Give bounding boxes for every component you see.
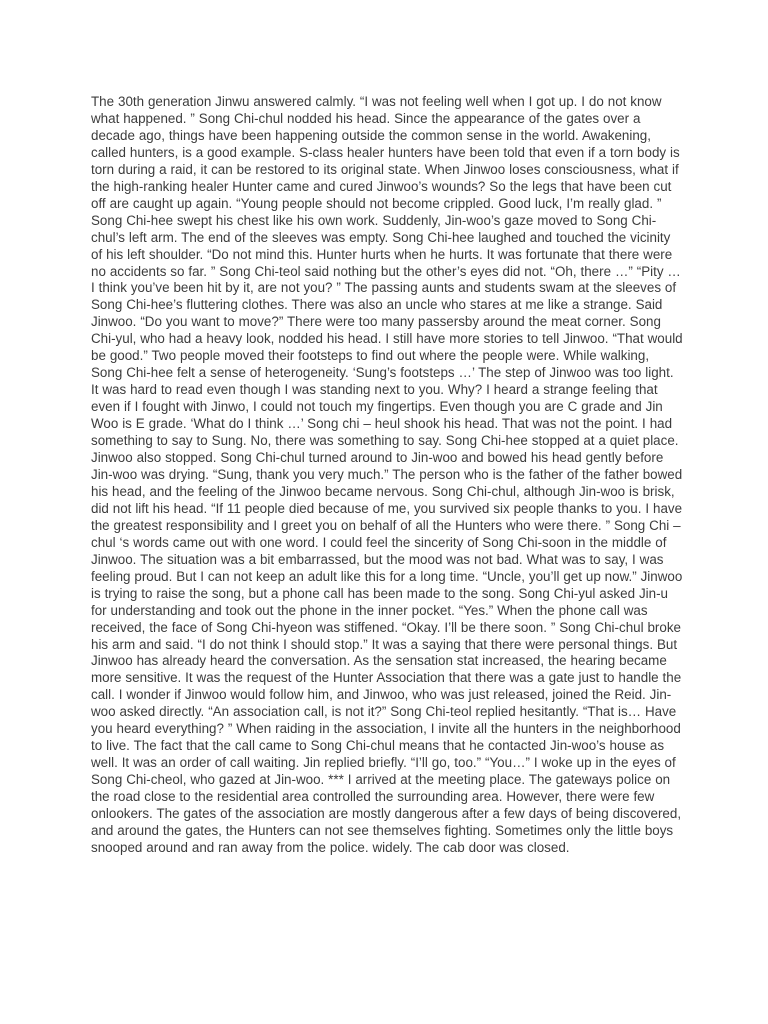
body-paragraph: The 30th generation Jinwu answered calmly. “I was not feeling well when I got up. I do not know what happened. ” Song Chi-chul nodded his head. Since the appearance of the gates over a decade ago, things have been happening outside the common sense in the world. Awakening, called hunters, is a good example. S-class healer hunters have been told that even if a torn body is torn during a raid, it can be restored to its original state. When Jinwoo loses consciousness, what if the high-ranking healer Hunter came and cured Jinwoo’s wounds? So the legs that have been cut off are caught up again. “Young people should not become crippled. Good luck, I’m really glad. ” Song Chi-hee swept his chest like his own work. Suddenly, Jin-woo’s gaze moved to Song Chi-chul’s left arm. The end of the sleeves was empty. Song Chi-hee laughed and touched the vicinity of his left shoulder. “Do not mind this. Hunter hurts when he hurts. It was fortunate that there were no accidents so far. ” Song Chi-teol said nothing but the other’s eyes did not. “Oh, there …” “Pity … I think you’ve been hit by it, are not you? ” The passing aunts and students swam at the sleeves of Song Chi-hee’s fluttering clothes. There was also an uncle who stares at me like a strange. Said Jinwoo. “Do you want to move?” There were too many passersby around the meat corner. Song Chi-yul, who had a heavy look, nodded his head. I still have more stories to tell Jinwoo. “That would be good.” Two people moved their footsteps to find out where the people were. While walking, Song Chi-hee felt a sense of heterogeneity. ‘Sung’s footsteps …’ The step of Jinwoo was too light. It was hard to read even though I was standing next to you. Why? I heard a strange feeling that even if I fought with Jinwo, I could not touch my fingertips. Even though you are C grade and Jin Woo is E grade. ‘What do I think …’ Song chi – heul shook his head. That was not the point. I had something to say to Sung. No, there was something to say. Song Chi-hee stopped at a quiet place. Jinwoo also stopped. Song Chi-chul turned around to Jin-woo and bowed his head gently before Jin-woo was drying. “Sung, thank you very much.” The person who is the father of the father bowed his head, and the feeling of the Jinwoo became nervous. Song Chi-chul, although Jin-woo is brisk, did not lift his head. “If 11 people died because of me, you survived six people thanks to you. I have the greatest responsibility and I greet you on behalf of all the Hunters who were there. ” Song Chi – chul ‘s words came out with one word. I could feel the sincerity of Song Chi-soon in the middle of Jinwoo. The situation was a bit embarrassed, but the mood was not bad. What was to say, I was feeling proud. But I can not keep an adult like this for a long time. “Uncle, you’ll get up now.” Jinwoo is trying to raise the song, but a phone call has been made to the song. Song Chi-yul asked Jin-u for understanding and took out the phone in the inner pocket. “Yes.” When the phone call was received, the face of Song Chi-hyeon was stiffened. “Okay. I’ll be there soon. ” Song Chi-chul broke his arm and said. “I do not think I should stop.” It was a saying that there were personal things. But Jinwoo has already heard the conversation. As the sensation stat increased, the hearing became more sensitive. It was the request of the Hunter Association that there was a gate just to handle the call. I wonder if Jinwoo would follow him, and Jinwoo, who was just released, joined the Reid. Jin-woo asked directly. “An association call, is not it?” Song Chi-teol replied hesitantly. “That is… Have you heard everything? ” When raiding in the association, I invite all the hunters in the neighborhood to live. The fact that the call came to Song Chi-chul means that he contacted Jin-woo’s house as well. It was an order of call waiting. Jin replied briefly. “I’ll go, too.” “You…” I woke up in the eyes of Song Chi-cheol, who gazed at Jin-woo. *** I arrived at the meeting place. The gateways police on the road close to the residential area controlled the surrounding area. However, there were few onlookers. The gates of the association are mostly dangerous after a few days of being discovered, and around the gates, the Hunters can not see themselves fighting. Sometimes only the little boys snooped around and ran away from the police. widely. The cab door was closed.: [91, 94, 683, 855]
document-page: [91, 94, 683, 857]
